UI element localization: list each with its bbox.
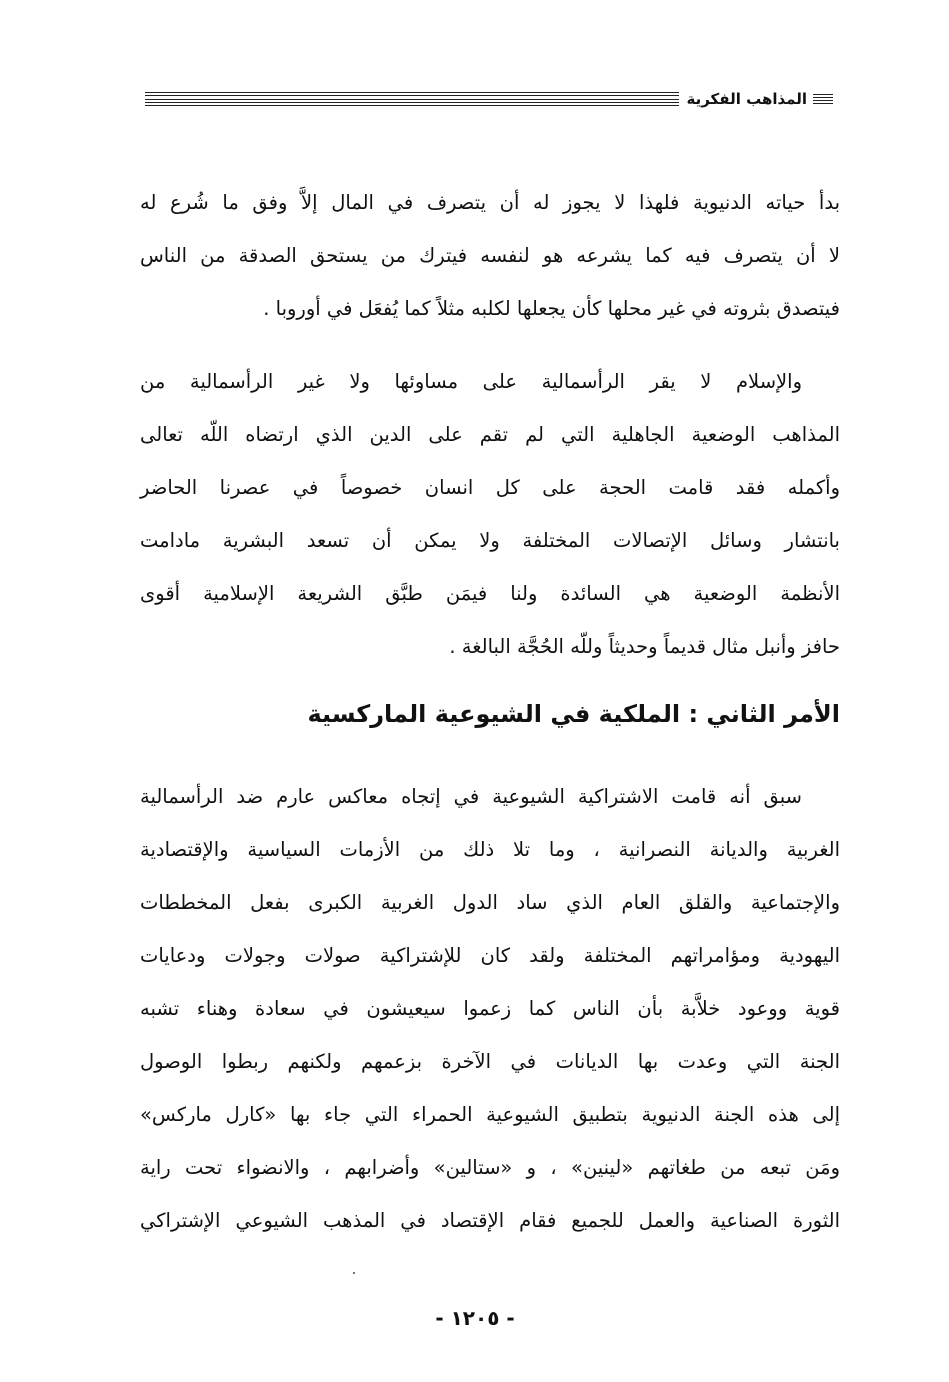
paragraph-line: إلى هذه الجنة الدنيوية بتطبيق الشيوعية الحمراء التي جاء بها «كارل ماركس» — [140, 1103, 840, 1126]
page-number: - ١٢٠٥ - — [435, 1306, 515, 1330]
paragraph-line: حافز وأنبل مثال قديماً وحديثاً وللّه الحُجَّة البالغة . — [449, 635, 840, 658]
paragraph-1 — [140, 176, 840, 335]
paragraph-line: اليهودية ومؤامراتهم المختلفة ولقد كان للإشتراكية صولات وجولات ودعايات — [140, 944, 840, 967]
section-heading: الأمر الثاني : الملكية في الشيوعية الماركسية — [307, 700, 840, 728]
paragraph-line: لا أن يتصرف فيه كما يشرعه هو لنفسه فيترك من يستحق الصدقة من الناس — [140, 244, 840, 267]
scan-speck — [353, 1272, 355, 1274]
paragraph-line: ومَن تبعه من طغاتهم «لينين» ، و «ستالين» وأضرابهم ، والانضواء تحت راية — [140, 1156, 840, 1179]
paragraph-line: قوية ووعود خلاَّبة بأن الناس كما زعموا سيعيشون في سعادة وهناء تشبه — [140, 997, 840, 1020]
paragraph-line: الأنظمة الوضعية هي السائدة ولنا فيمَن طبَّق الشريعة الإسلامية أقوى — [140, 582, 840, 605]
running-header — [145, 88, 833, 110]
paragraph-line: والإسلام لا يقر الرأسمالية على مساوئها ولا غير الرأسمالية من — [140, 370, 802, 393]
header-rule-long — [145, 92, 679, 106]
paragraph-line: الجنة التي وعدت بها الديانات في الآخرة بزعمهم ولكنهم ربطوا الوصول — [140, 1050, 840, 1073]
paragraph-2 — [140, 355, 840, 673]
paragraph-line: وأكمله فقد قامت الحجة على كل انسان خصوصاً في عصرنا الحاضر — [140, 476, 840, 499]
header-title: المذاهب الفكرية — [686, 90, 807, 108]
paragraph-line: الثورة الصناعية والعمل للجميع فقام الإقتصاد في المذهب الشيوعي الإشتراكي — [140, 1209, 840, 1232]
paragraph-line: سبق أنه قامت الاشتراكية الشيوعية في إتجاه معاكس عارم ضد الرأسمالية — [140, 785, 802, 808]
paragraph-line: بدأ حياته الدنيوية فلهذا لا يجوز له أن يتصرف في المال إلاَّ وفق ما شُرع له — [140, 191, 840, 214]
paragraph-3 — [140, 770, 840, 1247]
paragraph-line: الغربية والديانة النصرانية ، وما تلا ذلك من الأزمات السياسية والإقتصادية — [140, 838, 840, 861]
paragraph-line: والإجتماعية والقلق العام الذي ساد الدول الغربية الكبرى بفعل المخططات — [140, 891, 840, 914]
paragraph-line: فيتصدق بثروته في غير محلها كأن يجعلها لكلبه مثلاً كما يُفعَل في أوروبا . — [263, 297, 840, 320]
paragraph-line: المذاهب الوضعية الجاهلية التي لم تقم على الدين الذي ارتضاه اللّه تعالى — [140, 423, 840, 446]
paragraph-line: بانتشار وسائل الإتصالات المختلفة ولا يمكن أن تسعد البشرية مادامت — [140, 529, 840, 552]
header-rule-short — [813, 94, 833, 105]
